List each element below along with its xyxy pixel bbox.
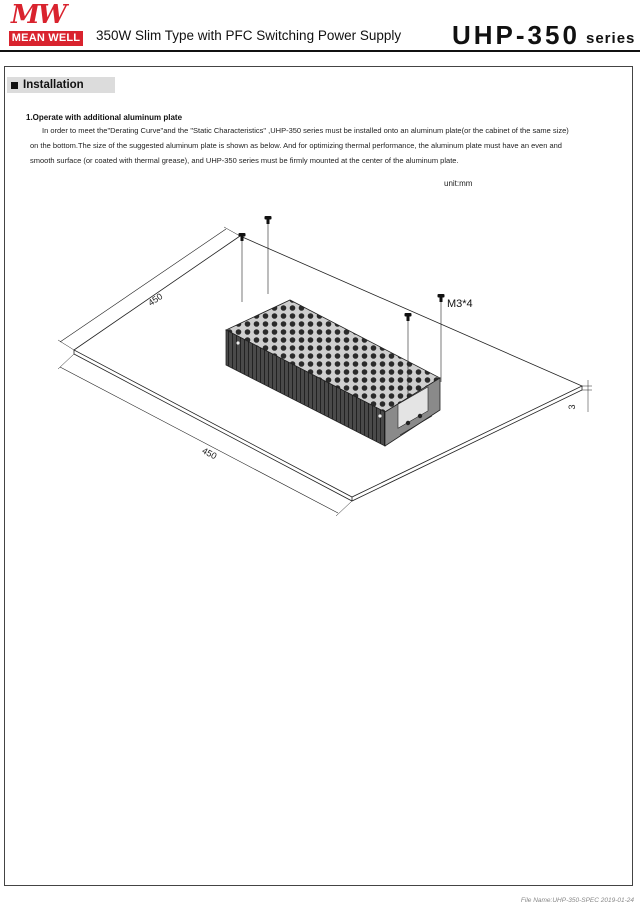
screw-icon [438,294,445,302]
dimension-width-label: 450 [200,445,219,462]
unit-label: unit:mm [444,179,473,188]
file-name-footer: File Name:UHP-350-SPEC 2019-01-24 [520,897,634,904]
logo-text: MEAN WELL [9,31,83,46]
dimension-depth-label: 450 [146,291,165,308]
section-title: Installation [23,79,84,91]
logo-script: MW [11,0,65,30]
product-title: 350W Slim Type with PFC Switching Power Supply [96,28,402,43]
screw-icon [265,216,272,224]
series-label: series [586,30,636,47]
paragraph-line-3: smooth surface (or coated with thermal grease), and UHP-350 series must be firmly mounted at the center of the aluminum plate. [30,156,459,165]
model-number: UHP-350 [452,20,580,50]
paragraph-line-1: In order to meet the"Derating Curve"and the "Static Characteristics" ,UHP-350 series must be installed onto an aluminum plate(or the cabinet of the same size) [42,126,569,135]
subheading: 1.Operate with additional aluminum plate [26,113,183,122]
dimension-thickness-label: 3 [567,404,577,410]
screw-label: M3*4 [447,298,473,310]
paragraph-line-2: on the bottom.The size of the suggested aluminum plate is shown as below. And for optimizing thermal performance, the aluminum plate must have an even and [30,141,562,150]
